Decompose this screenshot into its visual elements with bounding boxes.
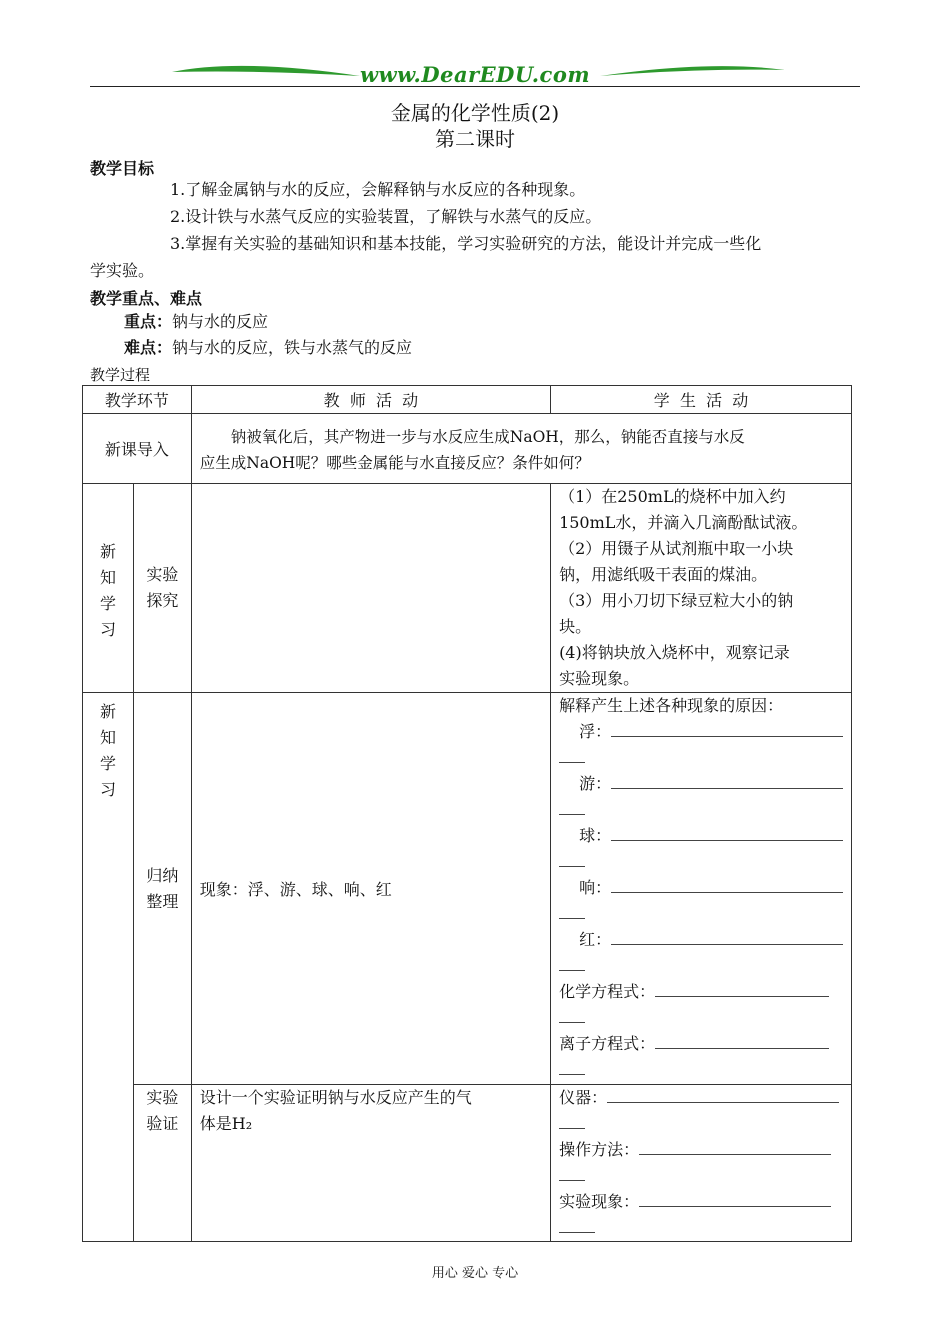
explore-group-label: 新 知 学 习 bbox=[99, 542, 116, 639]
header-student: 学 生 活 动 bbox=[551, 386, 852, 414]
answer-blank-cont[interactable] bbox=[559, 798, 585, 815]
explore-student: （1）在250mL的烧杯中加入约 150mL水，并滴入几滴酚酞试液。 （2）用镊子从试剂瓶中取一小块 钠，用滤纸吸干表面的煤油。 （3）用小刀切下绿豆粒大小的钠 块。 (4)将钠块放入烧杯中，观察记录 实验现象。 bbox=[551, 484, 852, 693]
answer-blank-cont[interactable] bbox=[559, 1006, 585, 1023]
intro-row bbox=[83, 414, 852, 484]
answer-blank-cont[interactable] bbox=[559, 1112, 585, 1129]
equation-blank[interactable] bbox=[655, 980, 829, 997]
explore-teacher bbox=[191, 484, 550, 693]
equation-line: 化学方程式： bbox=[559, 979, 845, 1005]
answer-blank-cont[interactable] bbox=[559, 746, 585, 763]
explore-group bbox=[83, 484, 134, 693]
teaching-process-table bbox=[82, 385, 852, 1242]
explore-row bbox=[83, 484, 852, 693]
verify-sub: 实验 验证 bbox=[133, 1085, 191, 1242]
method-blank[interactable] bbox=[639, 1138, 831, 1155]
objective-item-3-cont: 学实验。 bbox=[90, 261, 155, 280]
method-line: 操作方法： bbox=[559, 1137, 845, 1163]
summary-group-label: 新 知 学 习 bbox=[99, 702, 116, 799]
objectives-heading: 教学目标 bbox=[90, 159, 155, 178]
header-section: 教学环节 bbox=[83, 386, 192, 414]
objective-item-2: 2.设计铁与水蒸气反应的实验装置，了解铁与水蒸气的反应。 bbox=[170, 207, 602, 226]
blank-red: 红： bbox=[559, 927, 845, 953]
verify-teacher: 设计一个实验证明钠与水反应产生的气 体是H₂ bbox=[191, 1085, 550, 1242]
header-rule bbox=[90, 86, 860, 87]
page-header bbox=[90, 58, 860, 90]
header-teacher: 教 师 活 动 bbox=[191, 386, 550, 414]
intro-line-2: 应生成NaOH呢？哪些金属能与水直接反应？条件如何？ bbox=[199, 454, 590, 472]
blank-swim: 游： bbox=[559, 771, 845, 797]
focus-text: 钠与水的反应 bbox=[172, 312, 269, 331]
intro-section: 新课导入 bbox=[83, 414, 192, 484]
summary-teacher: 现象：浮、游、球、响、红 bbox=[191, 693, 550, 1085]
answer-blank[interactable] bbox=[611, 824, 843, 841]
summary-group bbox=[83, 693, 134, 1242]
page-subtitle: 第二课时 bbox=[435, 127, 515, 151]
site-logo-text: www.DearEDU.com bbox=[359, 62, 591, 87]
difficulty-line bbox=[124, 334, 412, 362]
table-header-row bbox=[83, 386, 852, 414]
process-label: 教学过程 bbox=[90, 366, 151, 384]
difficulty-label: 难点： bbox=[124, 338, 173, 357]
ionic-blank[interactable] bbox=[655, 1032, 829, 1049]
phenomenon-blank[interactable] bbox=[639, 1190, 831, 1207]
answer-blank-cont[interactable] bbox=[559, 1164, 585, 1181]
answer-blank[interactable] bbox=[611, 876, 843, 893]
explore-sub: 实验 探究 bbox=[133, 484, 191, 693]
answer-blank[interactable] bbox=[611, 720, 843, 737]
focus-line bbox=[124, 308, 268, 336]
intro-line-1: 钠被氧化后，其产物进一步与水反应生成NaOH，那么，钠能否直接与水反 bbox=[230, 428, 745, 446]
answer-blank[interactable] bbox=[611, 772, 843, 789]
summary-student-intro: 解释产生上述各种现象的原因： bbox=[559, 696, 784, 715]
objective-item-1: 1.了解金属钠与水的反应，会解释钠与水反应的各种现象。 bbox=[170, 180, 586, 199]
answer-blank-cont[interactable] bbox=[559, 902, 585, 919]
verify-student bbox=[551, 1085, 852, 1242]
difficulty-text: 钠与水的反应，铁与水蒸气的反应 bbox=[172, 338, 413, 357]
summary-sub: 归纳 整理 bbox=[133, 693, 191, 1085]
ionic-line: 离子方程式： bbox=[559, 1031, 845, 1057]
instruments-line: 仪器： bbox=[559, 1085, 845, 1111]
page-title: 金属的化学性质(2) bbox=[390, 101, 560, 125]
blank-float: 浮： bbox=[559, 719, 845, 745]
objective-item-3: 3.掌握有关实验的基础知识和基本技能，学习实验研究的方法，能设计并完成一些化 bbox=[170, 234, 762, 253]
blank-ball: 球： bbox=[559, 823, 845, 849]
summary-row bbox=[83, 693, 852, 1085]
page-footer: 用心 爱心 专心 bbox=[431, 1266, 519, 1281]
answer-blank-cont[interactable] bbox=[559, 1058, 585, 1075]
phenomenon-line: 实验现象： bbox=[559, 1189, 845, 1215]
blank-sound: 响： bbox=[559, 875, 845, 901]
intro-content bbox=[191, 414, 851, 484]
summary-student bbox=[551, 693, 852, 1085]
answer-blank-cont[interactable] bbox=[559, 850, 585, 867]
focus-label: 重点： bbox=[124, 312, 173, 331]
instruments-blank[interactable] bbox=[607, 1086, 839, 1103]
answer-blank[interactable] bbox=[611, 928, 843, 945]
verify-row bbox=[83, 1085, 852, 1242]
key-points-heading: 教学重点、难点 bbox=[90, 289, 203, 308]
answer-blank-cont[interactable] bbox=[559, 954, 585, 971]
answer-blank-cont[interactable] bbox=[559, 1216, 595, 1233]
